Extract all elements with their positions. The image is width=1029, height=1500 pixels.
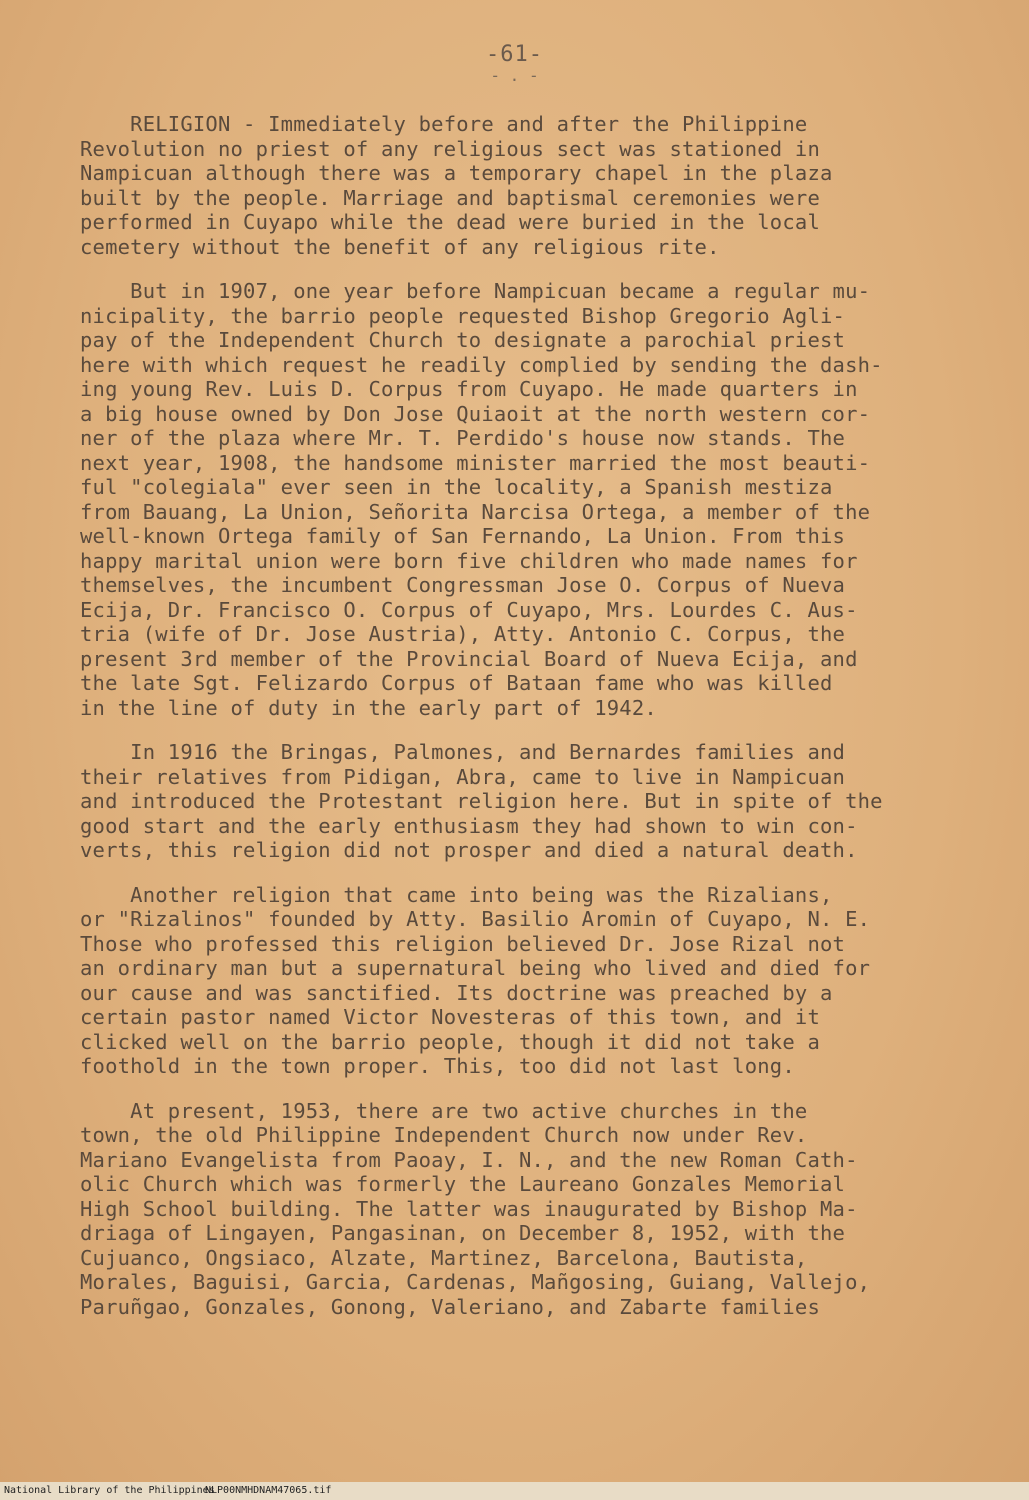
text-line: certain pastor named Victor Novesteras of this town, and it [80, 1005, 820, 1029]
text-line: present 3rd member of the Provincial Board of Nueva Ecija, and [80, 646, 858, 671]
page-number: -61- [486, 42, 543, 67]
text-line: Morales, Baguisi, Garcia, Cardenas, Mañgosing, Guiang, Vallejo, [80, 1270, 871, 1294]
page-number-mark: - . - [490, 66, 539, 85]
text-line: town, the old Philippine Independent Church now under Rev. [80, 1123, 808, 1147]
text-line: ing young Rev. Luis D. Corpus from Cuyapo. He made quarters in [80, 377, 858, 401]
text-line: good start and the early enthusiasm they had shown to win con- [80, 813, 858, 838]
text-line: Nampicuan although there was a temporary chapel in the plaza [80, 161, 833, 185]
text-line: Mariano Evangelista from Paoay, I. N., and the new Roman Cath- [80, 1147, 858, 1172]
text-line: Another religion that came into being was the Rizalians, [80, 882, 833, 907]
paragraph-present-churches [80, 1099, 970, 1320]
text-line: built by the people. Marriage and baptismal ceremonies were [80, 185, 820, 210]
text-line: At present, 1953, there are two active churches in the [80, 1098, 808, 1123]
text-line: well-known Ortega family of San Fernando, La Union. From this [80, 524, 846, 548]
text-line: Cujuanco, Ongsiaco, Alzate, Martinez, Barcelona, Bautista, [80, 1245, 808, 1270]
text-line: ful "colegiala" ever seen in the locality, a Spanish mestiza [80, 475, 833, 499]
text-line: a big house owned by Don Jose Quiaoit at the north western cor- [80, 401, 871, 426]
text-line: and introduced the Protestant religion here. But in spite of the [80, 789, 883, 813]
text-line: here with which request he readily complied by sending the dash- [80, 352, 883, 377]
paragraph-protestant [80, 740, 970, 863]
text-line: verts, this religion did not prosper and died a natural death. [80, 838, 858, 862]
text-line: But in 1907, one year before Nampicuan became a regular mu- [80, 279, 871, 303]
paragraph-independent-church [80, 279, 970, 720]
paragraph-rizalians [80, 883, 970, 1079]
text-line: Revolution no priest of any religious sect was stationed in [80, 136, 820, 161]
text-line: ner of the plaza where Mr. T. Perdido's house now stands. The [80, 426, 846, 450]
text-line: tria (wife of Dr. Jose Austria), Atty. Antonio C. Corpus, the [80, 622, 846, 646]
text-line: next year, 1908, the handsome minister married the most beauti- [80, 450, 871, 475]
body-text [80, 112, 970, 1339]
text-line: an ordinary man but a supernatural being who lived and died for [80, 956, 871, 980]
text-line: the late Sgt. Felizardo Corpus of Bataan fame who was killed [80, 671, 833, 695]
text-line: pay of the Independent Church to designate a parochial priest [80, 328, 846, 352]
text-line: driaga of Lingayen, Pangasinan, on December 8, 1952, with the [80, 1221, 846, 1245]
text-line: clicked well on the barrio people, though it did not take a [80, 1029, 820, 1054]
text-line: themselves, the incumbent Congressman Jose O. Corpus of Nueva [80, 573, 846, 597]
scan-footer [0, 1482, 1029, 1500]
text-line: In 1916 the Bringas, Palmones, and Bernardes families and [80, 740, 846, 764]
text-line: their relatives from Pidigan, Abra, came to live in Nampicuan [80, 764, 846, 789]
text-line: olic Church which was formerly the Laureano Gonzales Memorial [80, 1172, 846, 1196]
text-line: Those who professed this religion believed Dr. Jose Rizal not [80, 931, 846, 956]
text-line: in the line of duty in the early part of 1942. [80, 695, 657, 720]
text-line: Ecija, Dr. Francisco O. Corpus of Cuyapo, Mrs. Lourdes C. Aus- [80, 597, 858, 622]
text-line: Paruñgao, Gonzales, Gonong, Valeriano, and Zabarte families [80, 1294, 820, 1319]
text-line: RELIGION - Immediately before and after the Philippine [80, 112, 808, 136]
text-line: happy marital union were born five children who made names for [80, 548, 858, 573]
text-line: nicipality, the barrio people requested Bishop Gregorio Agli- [80, 303, 846, 328]
footer-filename: NLP00NMHDNAM47065.tif [205, 1485, 332, 1496]
text-line: or "Rizalinos" founded by Atty. Basilio Aromin of Cuyapo, N. E. [80, 907, 871, 931]
text-line: cemetery without the benefit of any religious rite. [80, 234, 720, 259]
text-line: foothold in the town proper. This, too did not last long. [80, 1054, 795, 1078]
text-line: our cause and was sanctified. Its doctrine was preached by a [80, 980, 833, 1005]
text-line: High School building. The latter was inaugurated by Bishop Ma- [80, 1196, 858, 1221]
text-line: performed in Cuyapo while the dead were buried in the local [80, 210, 820, 234]
paragraph-religion-intro [80, 112, 970, 259]
footer-library: National Library of the Philippines [4, 1485, 215, 1496]
text-line: from Bauang, La Union, Señorita Narcisa Ortega, a member of the [80, 499, 871, 524]
